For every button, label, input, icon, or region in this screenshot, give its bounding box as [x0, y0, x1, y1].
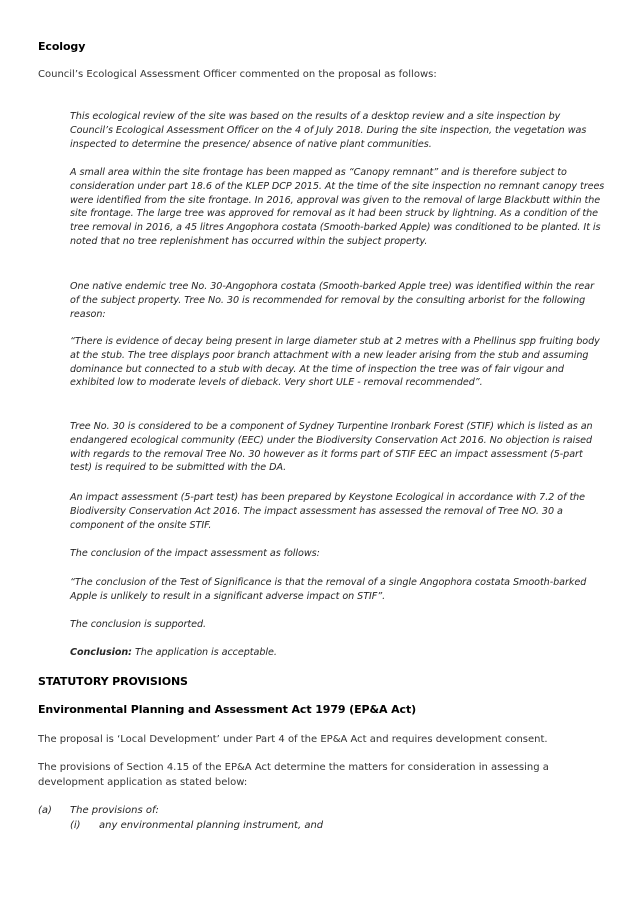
ecology-paragraph-2: A small area within the site frontage has been mapped as “Canopy remnant” and is therefore subject to consideration under part 18.6 of the KLEP DCP 2015. At the time of the site inspection no remnant canopy trees were identified from the site frontage. In 2016, approval was given to the removal of large Blackbutt within the site frontage. The large tree was approved for removal as it had been struck by lightning. As a condition of the tree removal in 2016, a 45 litres Angophora costata (Smooth-barked Apple) was conditioned to be planted. It is noted that no tree replenishment has occurred within the subject property.	[70, 167, 605, 247]
ecology-paragraph-7: The conclusion of the impact assessment as follows:	[70, 548, 320, 559]
conclusion-text: The application is acceptable.	[131, 647, 277, 658]
ecology-conclusion	[70, 646, 605, 660]
arborist-quote: “There is evidence of decay being present in large diameter stub at 2 metres with a Phellinus spp fruiting body at the stub. The tree displays poor branch attachment with a new leader arising from the stub and assuming dominance but connected to a stub with decay. At the time of inspection the tree was of fair vigour and exhibited low to moderate levels of dieback. Very short ULE - removal recommended”.	[70, 336, 600, 389]
ecology-paragraph-6: An impact assessment (5-part test) has been prepared by Keystone Ecological in accordance with 7.2 of the Biodiversity Conservation Act 2016. The impact assessment has assessed the removal of Tree NO. 30 a component of the onsite STIF.	[70, 492, 586, 531]
ecology-paragraph-5: Tree No. 30 is considered to be a component of Sydney Turpentine Ironbark Forest (STIF) which is listed as an endangered ecological community (EEC) under the Biodiversity Conservation Act 2016. No objection is raised with regards to the removal Tree No. 30 however as it forms part of STIF EEC an impact assessment (5-part test) is required to be submitted with the DA.	[70, 421, 593, 474]
ecology-paragraph-9: The conclusion is supported.	[70, 619, 206, 630]
ecology-paragraph-3: One native endemic tree No. 30-Angophora costata (Smooth-barked Apple tree) was identified within the rear of the subject property. Tree No. 30 is recommended for removal by the consulting arborist for the following reason:	[70, 281, 595, 320]
list-marker-i: (i)	[70, 820, 81, 831]
list-item-i: any environmental planning instrument, and	[99, 820, 324, 831]
ep-a-act-heading: Environmental Planning and Assessment Act 1979 (EP&A Act)	[38, 703, 417, 716]
ecology-paragraph-1: This ecological review of the site was based on the results of a desktop review and a site inspection by Council’s Ecological Assessment Officer on the 4 of July 2018. During the site inspection, the vegetation was inspected to determine the presence/ absence of native plant communities.	[70, 111, 587, 150]
statutory-paragraph-2: The provisions of Section 4.15 of the EP&A Act determine the matters for consideration in assessing a development application as stated below:	[38, 762, 549, 788]
ecology-intro: Council’s Ecological Assessment Officer commented on the proposal as follows:	[38, 69, 437, 80]
statutory-provisions-heading: STATUTORY PROVISIONS	[38, 675, 188, 688]
list-item-a: The provisions of:	[70, 805, 159, 816]
list-marker-a: (a)	[38, 805, 52, 816]
statutory-paragraph-1: The proposal is ‘Local Development’ under Part 4 of the EP&A Act and requires development consent.	[38, 734, 548, 745]
test-of-significance-quote: “The conclusion of the Test of Significance is that the removal of a single Angophora costata Smooth-barked Apple is unlikely to result in a significant adverse impact on STIF”.	[70, 577, 587, 602]
ecology-heading: Ecology	[38, 40, 86, 53]
conclusion-label: Conclusion:	[70, 647, 132, 658]
